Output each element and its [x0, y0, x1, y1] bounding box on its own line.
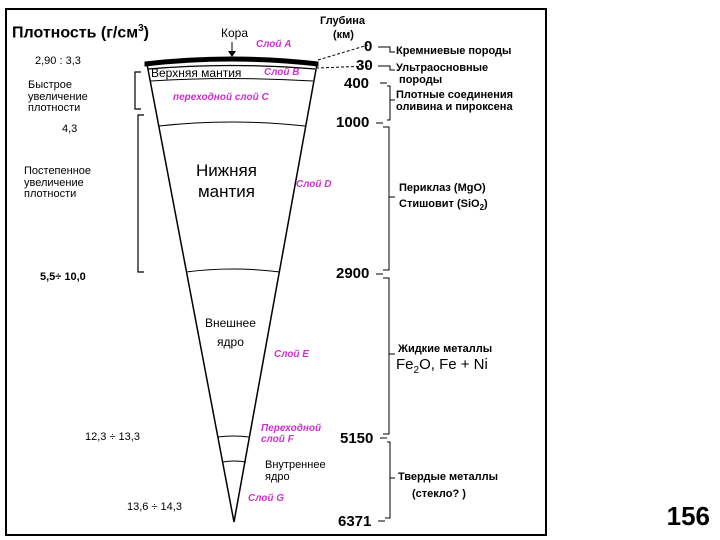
- depth-title: Глубина: [320, 15, 365, 27]
- bracket-rapid: [135, 72, 141, 109]
- fe2o-formula: $Fe_2O$, Fe + Ni: [396, 356, 488, 376]
- lower-mantle-label: Нижняя мантия: [196, 161, 257, 202]
- density-inner-core: 13,6 ÷ 14,3: [127, 501, 182, 513]
- density-outer-core: 12,3 ÷ 13,3: [85, 431, 140, 443]
- layer-e-label: Слой E: [274, 349, 309, 360]
- layer-d-label: Слой D: [296, 179, 332, 190]
- density-title: Плотность $(г/см^3)$: [12, 23, 149, 42]
- layer-g-label: Слой G: [248, 493, 285, 504]
- depth-unit: (км): [333, 29, 354, 41]
- crust-band: [145, 57, 318, 66]
- boundary-5150: [223, 461, 246, 462]
- rapid-increase-label: Быстрое увеличение плотности: [28, 79, 88, 115]
- ultrabasic-rocks-label: Ультраосновные породы: [396, 62, 489, 86]
- depth-400: 400: [344, 75, 370, 92]
- dense-compounds-label: Плотные соединения оливина и пироксена: [396, 89, 514, 113]
- bracket-ultrabasic: [385, 66, 395, 70]
- bracket-liquid: [383, 278, 395, 434]
- cone-outline: [147, 64, 317, 522]
- solid-metals-label: Твердые металлы: [398, 471, 499, 483]
- density-mid: 4,3: [62, 123, 78, 135]
- transition-f-label: Переходной слой F: [261, 423, 322, 445]
- inner-core-label: Внутреннее ядро: [265, 459, 326, 483]
- boundary-5150-f: [218, 436, 249, 437]
- crust-arrowhead: [228, 51, 236, 57]
- page-number: 156: [666, 501, 710, 531]
- silicate-rocks-label: Кремниевые породы: [396, 45, 512, 57]
- bracket-periclase: [383, 127, 395, 270]
- periclase-label: Периклаз (MgO): [399, 182, 486, 194]
- density-lower-mantle: 5,5÷ 10,0: [40, 271, 86, 283]
- crust-label: Кора: [221, 26, 249, 40]
- gradual-increase-label: Постепенное увеличение плотности: [24, 165, 92, 201]
- transition-c-label: переходной слой C: [173, 92, 269, 103]
- outer-core-label: Внешнее ядро: [205, 316, 256, 350]
- bracket-solid: [385, 442, 395, 518]
- bracket-dense: [387, 86, 395, 120]
- boundary-1000: [159, 122, 305, 126]
- liquid-metals-label: Жидкие металлы: [398, 343, 493, 355]
- upper-mantle-label: Верхняя мантия: [151, 66, 242, 80]
- depth-6371: 6371: [338, 513, 372, 530]
- stishovite-label: Стишовит (SiO$_2$): [399, 198, 488, 213]
- layer-a-label: Слой A: [256, 39, 292, 50]
- depth-2900: 2900: [336, 265, 370, 282]
- depth-1000: 1000: [336, 114, 370, 131]
- glass-label: (стекло? ): [412, 488, 466, 500]
- depth-0: 0: [364, 38, 373, 55]
- depth-30: 30: [356, 57, 373, 74]
- bracket-gradual: [138, 115, 144, 272]
- depth-5150: 5150: [340, 430, 374, 447]
- bracket-silicate: [385, 47, 395, 52]
- density-top: 2,90 : 3,3: [35, 55, 81, 67]
- boundary-2900: [186, 269, 280, 272]
- layer-b-label: Слой B: [264, 67, 300, 78]
